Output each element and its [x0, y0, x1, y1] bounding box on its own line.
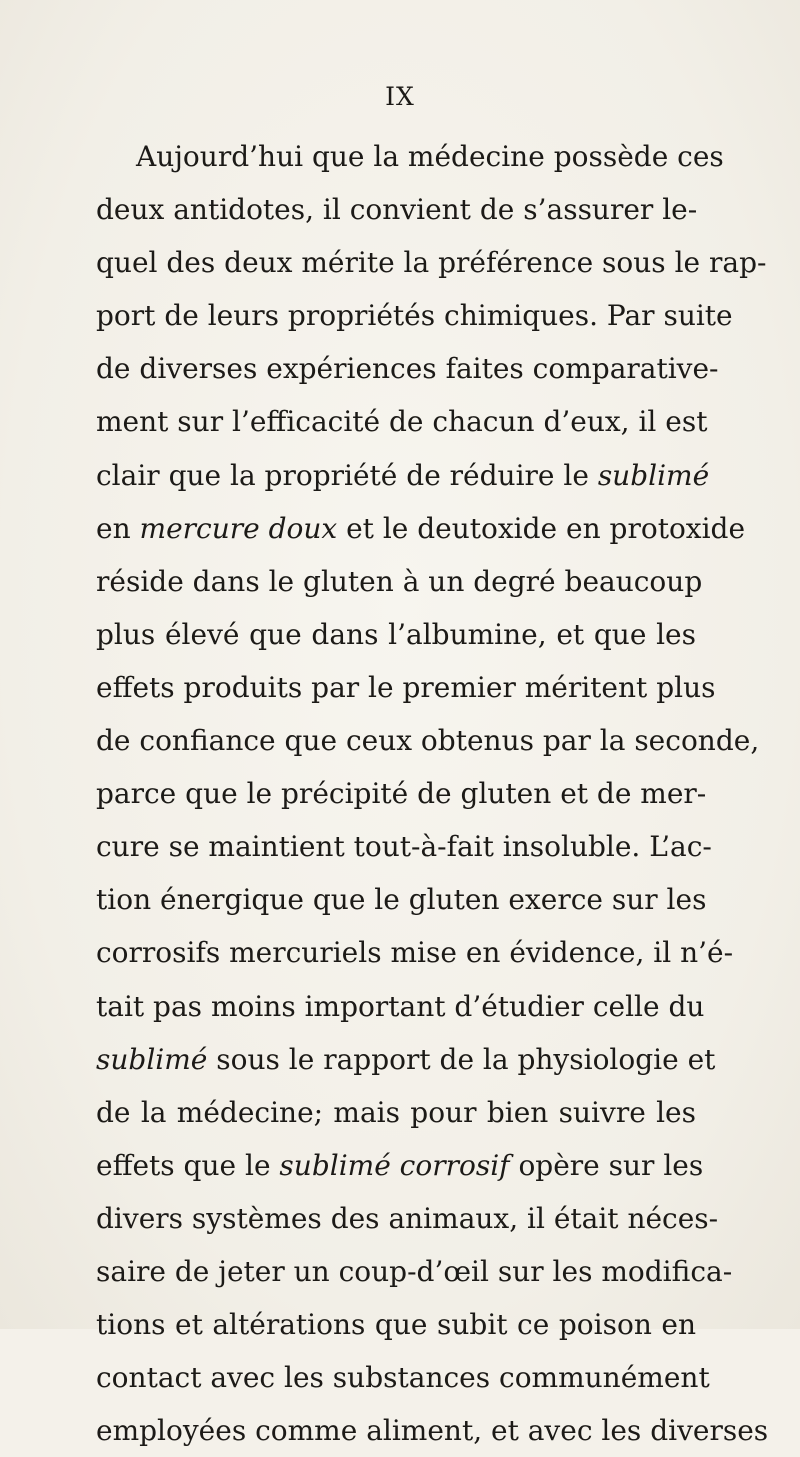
text-segment: Aujourd’hui que la médecine possède ces — [136, 140, 724, 173]
text-line — [96, 395, 708, 448]
text-segment: tait pas moins important d’étudier celle du — [96, 989, 705, 1023]
text-segment: contact avec les substances communément — [96, 1361, 710, 1395]
text-segment: corrosifs mercuriels mise en évidence, il n’é- — [96, 936, 734, 970]
text-line — [96, 1139, 704, 1192]
text-segment: parce que le précipité de gluten et de mer- — [96, 777, 707, 811]
text-line — [96, 289, 733, 342]
text-line — [96, 608, 696, 661]
text-segment: en — [96, 511, 140, 545]
text-line — [96, 1351, 710, 1404]
text-segment: effets que le — [96, 1148, 280, 1182]
italic-text: sublimé — [96, 1042, 208, 1076]
text-segment: réside dans le gluten à un degré beaucoup — [96, 564, 703, 598]
text-segment: tion énergique que le gluten exerce sur les — [96, 883, 707, 917]
text-line — [96, 714, 760, 767]
text-segment: et le deutoxide en protoxide — [337, 511, 746, 545]
text-segment: plus élevé que dans l’albumine, et que les — [96, 617, 696, 651]
italic-text: sublimé corrosif — [279, 1148, 510, 1182]
text-segment: sous le rapport de la physiologie et — [207, 1042, 716, 1076]
text-segment: employées comme aliment, et avec les diverses — [96, 1414, 769, 1448]
page-number: IX — [385, 82, 415, 111]
text-segment: ment sur l’efficacité de chacun d’eux, il est — [96, 405, 708, 439]
text-segment: cure se maintient tout-à-fait insoluble. L’ac- — [96, 830, 712, 864]
text-segment: tions et altérations que subit ce poison en — [96, 1308, 696, 1342]
text-line — [96, 342, 719, 395]
text-segment: de la médecine; mais pour bien suivre les — [96, 1095, 696, 1129]
text-line — [96, 767, 707, 820]
text-line — [96, 502, 746, 555]
text-line — [96, 980, 705, 1033]
text-line — [96, 661, 716, 714]
body-text — [96, 130, 769, 1457]
text-line — [96, 183, 696, 236]
text-segment: port de leurs propriétés chimiques. Par suite — [96, 299, 733, 333]
text-segment: clair que la propriété de réduire le — [96, 458, 598, 492]
text-line — [96, 873, 707, 926]
text-line — [96, 1086, 696, 1139]
text-line — [96, 820, 712, 873]
text-line — [96, 926, 734, 979]
text-line — [96, 555, 703, 608]
text-line — [96, 1192, 719, 1245]
text-line — [96, 236, 767, 289]
text-segment: effets produits par le premier méritent plus — [96, 670, 716, 704]
text-segment: de confiance que ceux obtenus par la seconde, — [96, 724, 760, 758]
italic-text: mercure doux — [139, 511, 338, 545]
text-segment: opère sur les — [509, 1148, 704, 1182]
text-line — [96, 130, 724, 183]
text-segment: deux antidotes, il convient de s’assurer le- — [96, 193, 698, 227]
text-segment: quel des deux mérite la préférence sous le rap- — [96, 246, 767, 280]
text-line — [96, 1033, 716, 1086]
text-segment: divers systèmes des animaux, il était néces- — [96, 1201, 719, 1235]
text-line — [96, 1245, 733, 1298]
text-line — [96, 1298, 696, 1351]
text-segment: de diverses expériences faites comparative- — [96, 352, 719, 386]
text-line — [96, 449, 710, 502]
text-line — [96, 1404, 769, 1457]
text-segment: saire de jeter un coup-d’œil sur les modifica- — [96, 1254, 733, 1288]
italic-text: sublimé — [597, 458, 710, 492]
